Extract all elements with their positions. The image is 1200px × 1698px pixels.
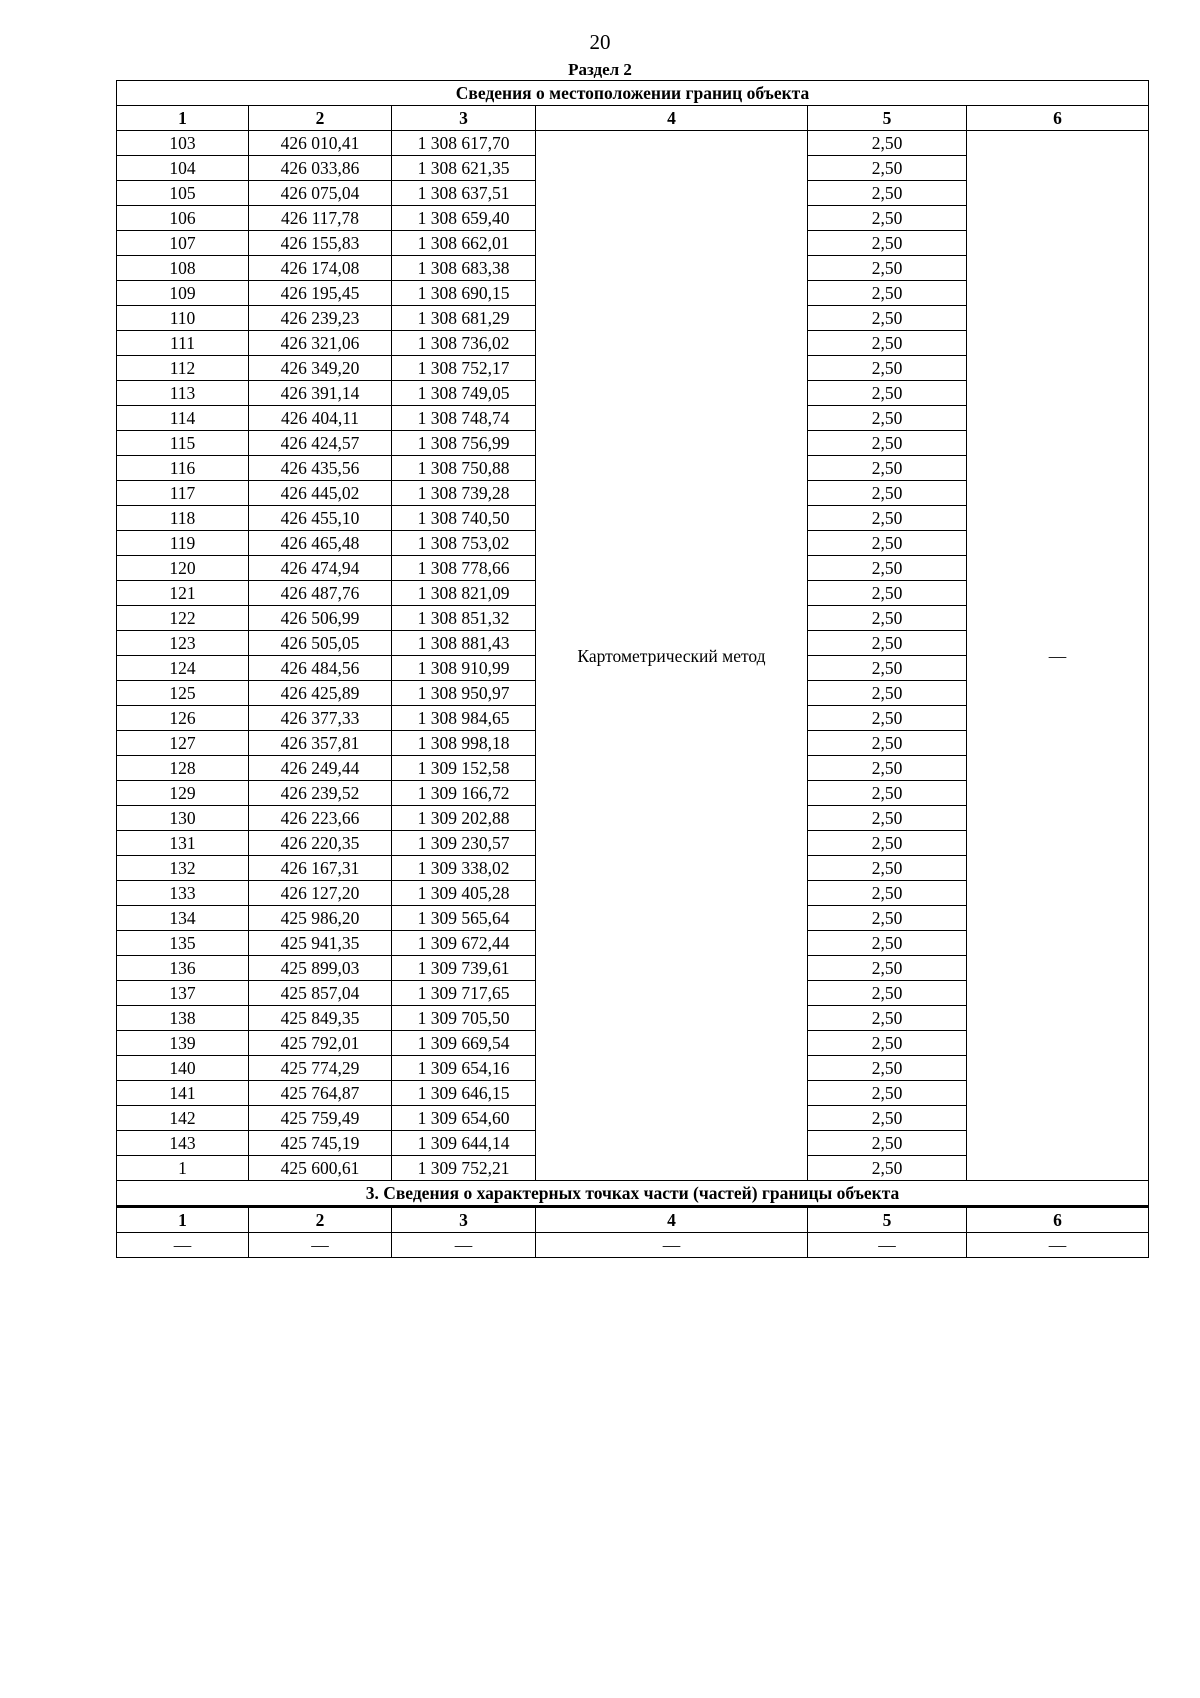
point-number-cell: 106 — [117, 206, 249, 231]
column-header: 4 — [536, 106, 808, 131]
y-coordinate-cell: 1 309 230,57 — [392, 831, 536, 856]
x-coordinate-cell: 426 155,83 — [249, 231, 392, 256]
y-coordinate-cell: 1 309 672,44 — [392, 931, 536, 956]
point-number-cell: 113 — [117, 381, 249, 406]
x-coordinate-cell: 425 849,35 — [249, 1006, 392, 1031]
y-coordinate-cell: 1 309 565,64 — [392, 906, 536, 931]
point-number-cell: 132 — [117, 856, 249, 881]
y-coordinate-cell: 1 308 621,35 — [392, 156, 536, 181]
x-coordinate-cell: 425 986,20 — [249, 906, 392, 931]
accuracy-cell: 2,50 — [808, 131, 967, 156]
y-coordinate-cell: 1 308 683,38 — [392, 256, 536, 281]
accuracy-cell: 2,50 — [808, 681, 967, 706]
point-number-cell: 103 — [117, 131, 249, 156]
accuracy-cell: 2,50 — [808, 1156, 967, 1181]
accuracy-cell: 2,50 — [808, 281, 967, 306]
accuracy-cell: 2,50 — [808, 356, 967, 381]
accuracy-cell: 2,50 — [808, 456, 967, 481]
y-coordinate-cell: 1 308 690,15 — [392, 281, 536, 306]
accuracy-cell: 2,50 — [808, 1056, 967, 1081]
section3-cell: — — [117, 1233, 249, 1258]
table-caption: Сведения о местоположении границ объекта — [117, 81, 1149, 106]
y-coordinate-cell: 1 309 739,61 — [392, 956, 536, 981]
accuracy-cell: 2,50 — [808, 931, 967, 956]
x-coordinate-cell: 426 239,23 — [249, 306, 392, 331]
y-coordinate-cell: 1 308 950,97 — [392, 681, 536, 706]
x-coordinate-cell: 426 455,10 — [249, 506, 392, 531]
section3-caption: 3. Сведения о характерных точках части (частей) границы объекта — [117, 1181, 1149, 1207]
x-coordinate-cell: 426 487,76 — [249, 581, 392, 606]
section3-column-header: 3 — [392, 1207, 536, 1233]
accuracy-cell: 2,50 — [808, 206, 967, 231]
point-number-cell: 123 — [117, 631, 249, 656]
y-coordinate-cell: 1 308 821,09 — [392, 581, 536, 606]
section3-cell: — — [249, 1233, 392, 1258]
y-coordinate-cell: 1 308 756,99 — [392, 431, 536, 456]
accuracy-cell: 2,50 — [808, 181, 967, 206]
x-coordinate-cell: 426 321,06 — [249, 331, 392, 356]
accuracy-cell: 2,50 — [808, 1106, 967, 1131]
y-coordinate-cell: 1 309 752,21 — [392, 1156, 536, 1181]
section3-column-header: 4 — [536, 1207, 808, 1233]
point-number-cell: 120 — [117, 556, 249, 581]
point-number-cell: 111 — [117, 331, 249, 356]
x-coordinate-cell: 426 174,08 — [249, 256, 392, 281]
x-coordinate-cell: 426 223,66 — [249, 806, 392, 831]
y-coordinate-cell: 1 308 736,02 — [392, 331, 536, 356]
point-number-cell: 142 — [117, 1106, 249, 1131]
point-number-cell: 130 — [117, 806, 249, 831]
point-number-cell: 122 — [117, 606, 249, 631]
y-coordinate-cell: 1 308 662,01 — [392, 231, 536, 256]
accuracy-cell: 2,50 — [808, 806, 967, 831]
accuracy-cell: 2,50 — [808, 1081, 967, 1106]
x-coordinate-cell: 426 010,41 — [249, 131, 392, 156]
y-coordinate-cell: 1 309 405,28 — [392, 881, 536, 906]
x-coordinate-cell: 426 239,52 — [249, 781, 392, 806]
accuracy-cell: 2,50 — [808, 481, 967, 506]
y-coordinate-cell: 1 308 752,17 — [392, 356, 536, 381]
section3-data-row — [117, 1233, 1149, 1258]
accuracy-cell: 2,50 — [808, 1031, 967, 1056]
y-coordinate-cell: 1 308 740,50 — [392, 506, 536, 531]
point-number-cell: 140 — [117, 1056, 249, 1081]
point-number-cell: 134 — [117, 906, 249, 931]
x-coordinate-cell: 425 774,29 — [249, 1056, 392, 1081]
y-coordinate-cell: 1 308 617,70 — [392, 131, 536, 156]
y-coordinate-cell: 1 308 753,02 — [392, 531, 536, 556]
column-header: 3 — [392, 106, 536, 131]
y-coordinate-cell: 1 309 338,02 — [392, 856, 536, 881]
y-coordinate-cell: 1 309 669,54 — [392, 1031, 536, 1056]
point-number-cell: 128 — [117, 756, 249, 781]
y-coordinate-cell: 1 308 637,51 — [392, 181, 536, 206]
point-number-cell: 124 — [117, 656, 249, 681]
accuracy-cell: 2,50 — [808, 881, 967, 906]
point-number-cell: 118 — [117, 506, 249, 531]
accuracy-cell: 2,50 — [808, 706, 967, 731]
y-coordinate-cell: 1 308 778,66 — [392, 556, 536, 581]
table-row — [117, 131, 1149, 156]
x-coordinate-cell: 426 465,48 — [249, 531, 392, 556]
accuracy-cell: 2,50 — [808, 606, 967, 631]
x-coordinate-cell: 426 127,20 — [249, 881, 392, 906]
point-number-cell: 121 — [117, 581, 249, 606]
point-number-cell: 112 — [117, 356, 249, 381]
point-number-cell: 126 — [117, 706, 249, 731]
accuracy-cell: 2,50 — [808, 531, 967, 556]
y-coordinate-cell: 1 309 202,88 — [392, 806, 536, 831]
point-number-cell: 133 — [117, 881, 249, 906]
column-header: 2 — [249, 106, 392, 131]
column-header: 6 — [967, 106, 1149, 131]
x-coordinate-cell: 426 377,33 — [249, 706, 392, 731]
x-coordinate-cell: 426 167,31 — [249, 856, 392, 881]
x-coordinate-cell: 426 075,04 — [249, 181, 392, 206]
y-coordinate-cell: 1 309 654,60 — [392, 1106, 536, 1131]
x-coordinate-cell: 426 033,86 — [249, 156, 392, 181]
x-coordinate-cell: 426 195,45 — [249, 281, 392, 306]
point-number-cell: 108 — [117, 256, 249, 281]
x-coordinate-cell: 426 506,99 — [249, 606, 392, 631]
x-coordinate-cell: 426 249,44 — [249, 756, 392, 781]
table-body — [117, 81, 1149, 1258]
x-coordinate-cell: 426 404,11 — [249, 406, 392, 431]
column-header-row — [117, 106, 1149, 131]
x-coordinate-cell: 425 792,01 — [249, 1031, 392, 1056]
accuracy-cell: 2,50 — [808, 631, 967, 656]
point-number-cell: 131 — [117, 831, 249, 856]
y-coordinate-cell: 1 309 166,72 — [392, 781, 536, 806]
section3-column-header: 1 — [117, 1207, 249, 1233]
point-number-cell: 138 — [117, 1006, 249, 1031]
section3-cell: — — [392, 1233, 536, 1258]
section3-header-row — [117, 1207, 1149, 1233]
point-number-cell: 137 — [117, 981, 249, 1006]
accuracy-cell: 2,50 — [808, 581, 967, 606]
accuracy-cell: 2,50 — [808, 956, 967, 981]
boundary-table — [116, 80, 1149, 1258]
y-coordinate-cell: 1 308 659,40 — [392, 206, 536, 231]
accuracy-cell: 2,50 — [808, 231, 967, 256]
y-coordinate-cell: 1 308 998,18 — [392, 731, 536, 756]
x-coordinate-cell: 425 899,03 — [249, 956, 392, 981]
section3-column-header: 6 — [967, 1207, 1149, 1233]
accuracy-cell: 2,50 — [808, 856, 967, 881]
accuracy-cell: 2,50 — [808, 331, 967, 356]
accuracy-cell: 2,50 — [808, 756, 967, 781]
x-coordinate-cell: 425 941,35 — [249, 931, 392, 956]
y-coordinate-cell: 1 309 646,15 — [392, 1081, 536, 1106]
method-cell: Картометрический метод — [536, 131, 808, 1181]
x-coordinate-cell: 426 425,89 — [249, 681, 392, 706]
accuracy-cell: 2,50 — [808, 781, 967, 806]
point-number-cell: 116 — [117, 456, 249, 481]
column6-cell: — — [967, 131, 1149, 1181]
section3-cell: — — [808, 1233, 967, 1258]
x-coordinate-cell: 426 424,57 — [249, 431, 392, 456]
y-coordinate-cell: 1 308 748,74 — [392, 406, 536, 431]
y-coordinate-cell: 1 308 681,29 — [392, 306, 536, 331]
accuracy-cell: 2,50 — [808, 381, 967, 406]
accuracy-cell: 2,50 — [808, 906, 967, 931]
accuracy-cell: 2,50 — [808, 731, 967, 756]
x-coordinate-cell: 425 745,19 — [249, 1131, 392, 1156]
y-coordinate-cell: 1 309 152,58 — [392, 756, 536, 781]
page-number: 20 — [589, 30, 611, 54]
y-coordinate-cell: 1 308 851,32 — [392, 606, 536, 631]
point-number-cell: 115 — [117, 431, 249, 456]
point-number-cell: 125 — [117, 681, 249, 706]
y-coordinate-cell: 1 308 984,65 — [392, 706, 536, 731]
x-coordinate-cell: 426 505,05 — [249, 631, 392, 656]
table-caption-row — [117, 81, 1149, 106]
x-coordinate-cell: 426 445,02 — [249, 481, 392, 506]
column-header: 1 — [117, 106, 249, 131]
accuracy-cell: 2,50 — [808, 1006, 967, 1031]
y-coordinate-cell: 1 308 750,88 — [392, 456, 536, 481]
section3-caption-row — [117, 1181, 1149, 1207]
x-coordinate-cell: 426 391,14 — [249, 381, 392, 406]
accuracy-cell: 2,50 — [808, 506, 967, 531]
point-number-cell: 139 — [117, 1031, 249, 1056]
x-coordinate-cell: 426 220,35 — [249, 831, 392, 856]
y-coordinate-cell: 1 309 717,65 — [392, 981, 536, 1006]
y-coordinate-cell: 1 308 739,28 — [392, 481, 536, 506]
point-number-cell: 143 — [117, 1131, 249, 1156]
point-number-cell: 105 — [117, 181, 249, 206]
y-coordinate-cell: 1 309 654,16 — [392, 1056, 536, 1081]
accuracy-cell: 2,50 — [808, 156, 967, 181]
accuracy-cell: 2,50 — [808, 406, 967, 431]
section3-column-header: 5 — [808, 1207, 967, 1233]
y-coordinate-cell: 1 308 910,99 — [392, 656, 536, 681]
point-number-cell: 135 — [117, 931, 249, 956]
point-number-cell: 109 — [117, 281, 249, 306]
point-number-cell: 127 — [117, 731, 249, 756]
column-header: 5 — [808, 106, 967, 131]
point-number-cell: 141 — [117, 1081, 249, 1106]
x-coordinate-cell: 426 474,94 — [249, 556, 392, 581]
accuracy-cell: 2,50 — [808, 306, 967, 331]
accuracy-cell: 2,50 — [808, 656, 967, 681]
y-coordinate-cell: 1 308 881,43 — [392, 631, 536, 656]
accuracy-cell: 2,50 — [808, 556, 967, 581]
y-coordinate-cell: 1 308 749,05 — [392, 381, 536, 406]
point-number-cell: 1 — [117, 1156, 249, 1181]
point-number-cell: 136 — [117, 956, 249, 981]
section3-column-header: 2 — [249, 1207, 392, 1233]
point-number-cell: 104 — [117, 156, 249, 181]
section3-cell: — — [536, 1233, 808, 1258]
accuracy-cell: 2,50 — [808, 1131, 967, 1156]
accuracy-cell: 2,50 — [808, 981, 967, 1006]
x-coordinate-cell: 425 600,61 — [249, 1156, 392, 1181]
point-number-cell: 129 — [117, 781, 249, 806]
y-coordinate-cell: 1 309 644,14 — [392, 1131, 536, 1156]
x-coordinate-cell: 425 759,49 — [249, 1106, 392, 1131]
x-coordinate-cell: 425 857,04 — [249, 981, 392, 1006]
section3-cell: — — [967, 1233, 1149, 1258]
accuracy-cell: 2,50 — [808, 431, 967, 456]
x-coordinate-cell: 425 764,87 — [249, 1081, 392, 1106]
point-number-cell: 114 — [117, 406, 249, 431]
accuracy-cell: 2,50 — [808, 831, 967, 856]
point-number-cell: 117 — [117, 481, 249, 506]
x-coordinate-cell: 426 117,78 — [249, 206, 392, 231]
x-coordinate-cell: 426 357,81 — [249, 731, 392, 756]
x-coordinate-cell: 426 435,56 — [249, 456, 392, 481]
point-number-cell: 110 — [117, 306, 249, 331]
x-coordinate-cell: 426 349,20 — [249, 356, 392, 381]
y-coordinate-cell: 1 309 705,50 — [392, 1006, 536, 1031]
section-title: Раздел 2 — [568, 60, 632, 79]
point-number-cell: 107 — [117, 231, 249, 256]
x-coordinate-cell: 426 484,56 — [249, 656, 392, 681]
accuracy-cell: 2,50 — [808, 256, 967, 281]
point-number-cell: 119 — [117, 531, 249, 556]
